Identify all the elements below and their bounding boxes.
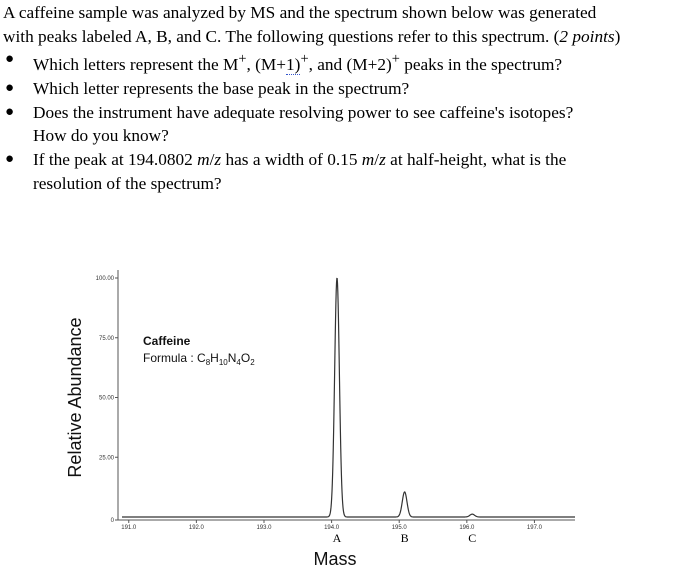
item-4-line-2: resolution of the spectrum? xyxy=(33,173,222,193)
formula-label: Formula : C xyxy=(143,351,206,365)
bullet-icon: ● xyxy=(5,79,15,96)
axis-ticks xyxy=(96,276,543,531)
x-tick-label: 197.0 xyxy=(526,525,542,531)
peak-label-c: C xyxy=(468,531,477,545)
y-tick-label: 25.00 xyxy=(98,455,114,462)
y-axis-label: Relative Abundance xyxy=(65,317,85,478)
x-tick-label: 194.0 xyxy=(324,525,340,531)
intro-close-paren: ) xyxy=(614,26,621,46)
item-1-text: Which letters represent the M xyxy=(33,55,239,75)
item-4-italic: z xyxy=(214,149,222,169)
x-tick-label: 196.0 xyxy=(459,525,475,531)
formula-subscript: 10 xyxy=(218,358,228,367)
item-4-italic: z xyxy=(379,149,386,169)
question-list xyxy=(3,48,693,195)
item-1-text: , (M+ xyxy=(246,55,287,75)
bullet-icon: ● xyxy=(5,103,15,120)
item-3-line-2: How do you know? xyxy=(33,126,169,146)
item-1-text: , and (M+2) xyxy=(308,55,392,75)
bullet-icon: ● xyxy=(5,150,15,167)
question-item-3 xyxy=(3,101,693,148)
question-intro xyxy=(3,1,693,48)
sup: + xyxy=(300,51,309,68)
sup: + xyxy=(391,51,400,68)
question-text xyxy=(3,1,693,195)
spectrum-line xyxy=(122,279,575,517)
item-1-dotted: 1) xyxy=(286,55,301,75)
x-tick-label: 192.0 xyxy=(188,525,204,531)
bullet-icon: ● xyxy=(5,51,15,68)
formula-subscript: 2 xyxy=(250,358,255,367)
x-tick-label: 191.0 xyxy=(121,525,137,531)
item-1-text: peaks in the spectrum? xyxy=(399,55,563,75)
intro-line-1: A caffeine sample was analyzed by MS and the spectrum shown below was generated xyxy=(3,3,597,22)
formula-subscript: 8 xyxy=(205,358,211,367)
x-tick-label: 195.0 xyxy=(391,525,407,531)
item-4-italic: m xyxy=(361,149,375,169)
intro-line-2: with peaks labeled A, B, and C. The following questions refer to this spectrum. ( xyxy=(3,26,560,46)
item-4-text: / xyxy=(374,149,380,169)
item-2-text: Which letter represents the base peak in the spectrum? xyxy=(33,78,410,98)
y-tick-label: 75.00 xyxy=(98,335,114,342)
x-tick-label: 193.0 xyxy=(256,525,272,531)
x-axis-label: Mass xyxy=(313,549,357,569)
item-4-text: If the peak at 194.0802 xyxy=(33,149,198,169)
peak-label-a: A xyxy=(332,531,342,545)
question-item-4 xyxy=(3,148,693,195)
item-4-italic: m xyxy=(197,149,210,169)
question-item-2 xyxy=(3,77,693,101)
y-tick-label: 100.00 xyxy=(95,276,114,282)
formula-element: N xyxy=(227,351,237,365)
peak-label-b: B xyxy=(400,531,409,545)
formula-text xyxy=(143,351,255,367)
formula-subscript: 4 xyxy=(236,358,241,367)
y-tick-label: 0 xyxy=(110,518,114,524)
question-item-1 xyxy=(3,48,693,76)
sup: + xyxy=(238,51,247,68)
item-4-text: at half-height, what is the xyxy=(385,149,567,169)
formula-element: H xyxy=(210,351,219,365)
peak-labels xyxy=(333,531,477,545)
formula-element: O xyxy=(240,351,251,365)
y-tick-label: 50.00 xyxy=(98,395,114,402)
compound-name: Caffeine xyxy=(143,334,191,348)
item-4-text: / xyxy=(209,149,215,169)
mass-spectrum-chart xyxy=(0,250,694,571)
item-3-line-1: Does the instrument have adequate resolving power to see caffeine's isotopes? xyxy=(33,102,574,122)
points-label: 2 points xyxy=(559,26,615,46)
item-4-text: has a width of 0.15 xyxy=(221,149,362,169)
